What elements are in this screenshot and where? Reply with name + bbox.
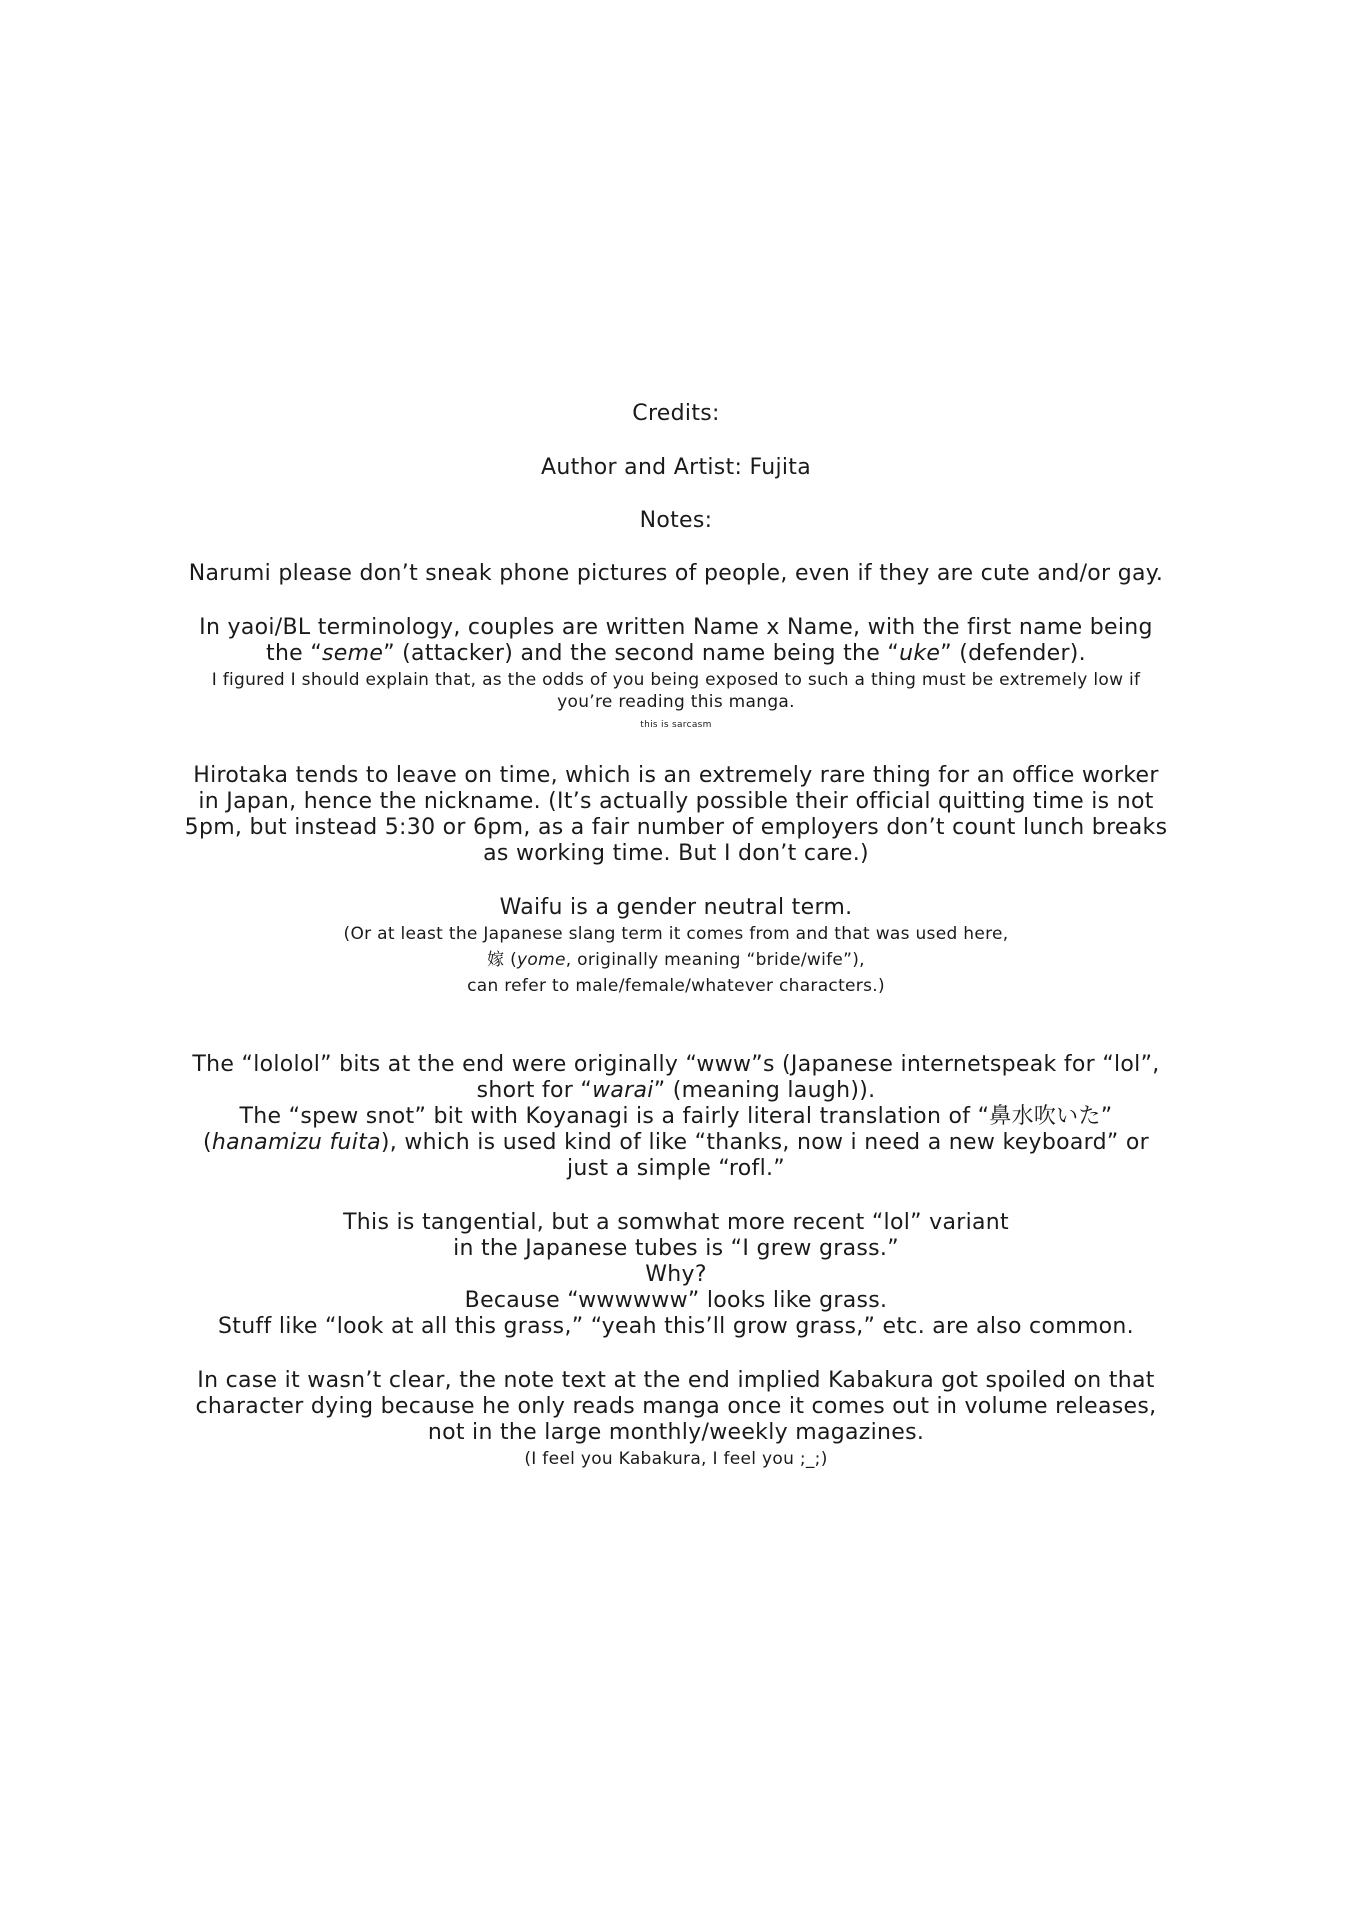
waifu-small-note: (Or at least the Japanese slang term it comes from and that was used here, bbox=[343, 924, 1009, 944]
kabakura-note-line: character dying because he only reads manga once it comes out in volume releases, bbox=[195, 1394, 1157, 1419]
hirotaka-note-line: 5pm, but instead 5:30 or 6pm, as a fair number of employers don’t count lunch breaks bbox=[184, 815, 1168, 840]
grass-note-line: This is tangential, but a somwhat more recent “lol” variant bbox=[343, 1210, 1009, 1235]
grass-note-line: Why? bbox=[645, 1262, 707, 1287]
hirotaka-note-line: as working time. But I don’t care.) bbox=[483, 841, 869, 866]
yaoi-small-note: I figured I should explain that, as the odds of you being exposed to such a thing must be extremely low if bbox=[211, 670, 1141, 690]
lol-note-line: short for “warai” (meaning laugh)). bbox=[476, 1078, 876, 1103]
kabakura-small-note: (I feel you Kabakura, I feel you ;_;) bbox=[524, 1449, 828, 1469]
lol-note-line: (hanamizu fuita), which is used kind of like “thanks, now i need a new keyboard” or bbox=[203, 1130, 1149, 1155]
hirotaka-note-line: Hirotaka tends to leave on time, which is an extremely rare thing for an office worker bbox=[193, 763, 1159, 788]
yaoi-small-note: you’re reading this manga. bbox=[557, 692, 795, 712]
waifu-note: Waifu is a gender neutral term. bbox=[499, 895, 853, 920]
waifu-small-note: can refer to male/female/whatever characters.) bbox=[467, 976, 885, 996]
notes-heading: Notes: bbox=[639, 508, 713, 533]
hanamizu-term: hanamizu fuita bbox=[211, 1130, 381, 1155]
kabakura-note-line: not in the large monthly/weekly magazines. bbox=[427, 1420, 925, 1445]
seme-term: seme bbox=[322, 641, 384, 666]
warai-term: warai bbox=[592, 1078, 654, 1103]
grass-note-line: Because “wwwwww” looks like grass. bbox=[464, 1288, 888, 1313]
lol-note-line: The “lololol” bits at the end were originally “www”s (Japanese internetspeak for “lol”, bbox=[192, 1052, 1160, 1077]
waifu-small-note: 嫁 (yome, originally meaning “bride/wife”), bbox=[487, 950, 865, 970]
lol-note-line: just a simple “rofl.” bbox=[567, 1156, 785, 1181]
credits-heading: Credits: bbox=[632, 401, 720, 426]
sarcasm-note: this is sarcasm bbox=[640, 720, 712, 730]
grass-note-line: Stuff like “look at all this grass,” “yeah this’ll grow grass,” etc. are also common. bbox=[218, 1314, 1134, 1339]
yaoi-note-line: the “seme” (attacker) and the second name being the “uke” (defender). bbox=[266, 641, 1086, 666]
hirotaka-note-line: in Japan, hence the nickname. (It’s actually possible their official quitting time is not bbox=[198, 789, 1154, 814]
yome-term: yome bbox=[517, 950, 566, 970]
kabakura-note-line: In case it wasn’t clear, the note text at the end implied Kabakura got spoiled on that bbox=[197, 1368, 1155, 1393]
author-line: Author and Artist: Fujita bbox=[541, 455, 811, 480]
lol-note-line: The “spew snot” bit with Koyanagi is a fairly literal translation of “鼻水吹いた” bbox=[239, 1104, 1113, 1129]
uke-term: uke bbox=[899, 641, 941, 666]
yaoi-note-line: In yaoi/BL terminology, couples are written Name x Name, with the first name being bbox=[199, 615, 1153, 640]
narumi-note: Narumi please don’t sneak phone pictures of people, even if they are cute and/or gay. bbox=[188, 561, 1164, 586]
grass-note-line: in the Japanese tubes is “I grew grass.” bbox=[453, 1236, 899, 1261]
